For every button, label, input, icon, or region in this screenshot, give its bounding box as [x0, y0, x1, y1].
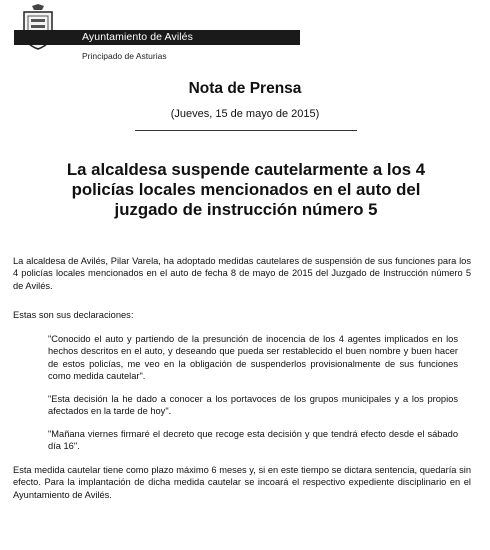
quote-paragraph: "Conocido el auto y partiendo de la presunción de inocencia de los 4 agentes implicados en los hechos descritos en el auto, y deseando que pueda ser restablecido el buen nombre y buen hacer de estos policías, me veo en la obligación de suspenderlos provisionalmente de sus funciones como medida cautelar".: [48, 334, 458, 381]
divider: [135, 130, 357, 131]
quote-paragraph: "Mañana viernes firmaré el decreto que recoge esta decisión y que tendrá efecto desde el sábado día 16".: [48, 429, 458, 452]
headline-line: juzgado de instrucción número 5: [114, 200, 378, 219]
headline-line: La alcaldesa suspende cautelarmente a los 4: [66, 160, 426, 179]
org-name: Ayuntamiento de Avilés: [82, 31, 193, 43]
date-line: (Jueves, 15 de mayo de 2015): [170, 108, 320, 120]
headline: [22, 160, 470, 220]
quote-paragraph: "Esta decisión la he dado a conocer a los portavoces de los grupos municipales y a los propios afectados en la tarde de hoy".: [48, 394, 458, 417]
document-type-title: Nota de Prensa: [188, 80, 302, 97]
closing-paragraph: Esta medida cautelar tiene como plazo máximo 6 meses y, si en este tiempo se dictara sentencia, quedaría sin efecto. Para la implantación de dicha medida cautelar se incoará el respectivo expediente disciplinario en el Ayuntamiento de Avilés.: [13, 465, 471, 500]
region-name: Principado de Asturias: [82, 51, 167, 61]
headline-line: policías locales mencionados en el auto del: [71, 180, 421, 199]
letterhead: [14, 4, 314, 64]
body-paragraph: La alcaldesa de Avilés, Pilar Varela, ha adoptado medidas cautelares de suspensión de sus funciones para los 4 policías locales mencionados en el auto de fecha 8 de mayo de 2015 del Juzgado de Instrucción número 5 de Avilés.: [13, 256, 471, 291]
statements-intro: Estas son sus declaraciones:: [13, 310, 134, 320]
